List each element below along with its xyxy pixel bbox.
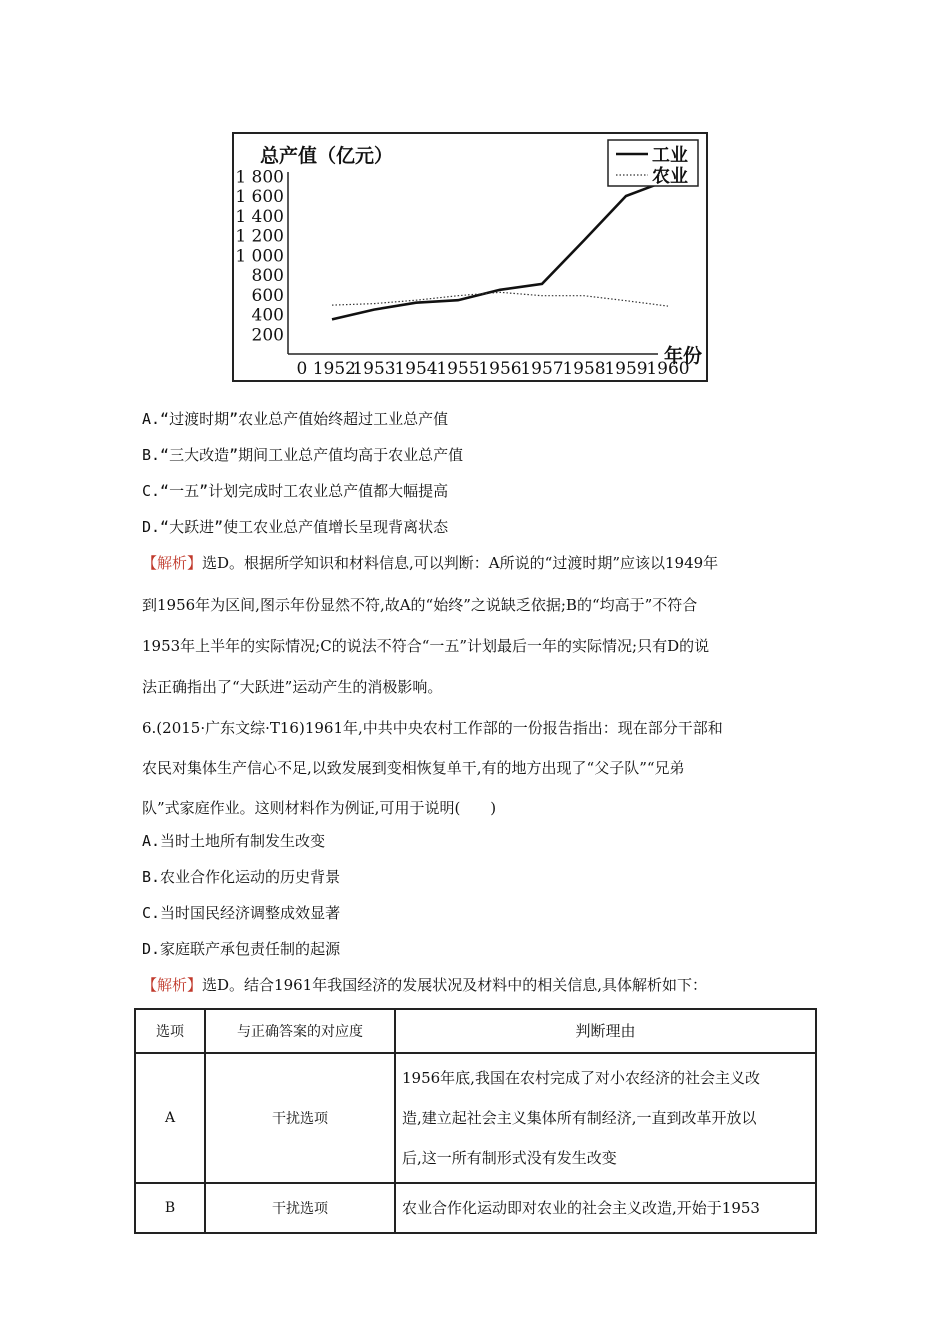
q6-stem-line-1: 6.(2015·广东文综·T16)1961年,中共中央农村工作部的一份报告指出：现在部分干部和 [142, 719, 723, 737]
x-tick-label: 1953 [352, 359, 396, 379]
q5-analysis-line-2: 到1956年为区间,图示年份显然不符,故A的“始终”之说缺乏依据;B的“均高于”不符合 [142, 596, 698, 614]
q6-option-d: D.家庭联产承包责任制的起源 [142, 940, 341, 958]
y-tick-label: 200 [251, 325, 284, 346]
y-tick-label: 600 [251, 285, 284, 306]
x-tick-label: 1958 [562, 359, 606, 379]
table-row [135, 1053, 816, 1183]
table-cell-reason: 1956年底,我国在农村完成了对小农经济的社会主义改 造,建立起社会主义集体所有制经济,一直到改革开放以 后,这一所有制形式没有发生改变 [395, 1053, 816, 1183]
x-tick-label: 1960 [646, 359, 690, 379]
y-tick-label: 1 800 [235, 167, 284, 188]
table-row [135, 1183, 816, 1233]
x-tick-label: 1957 [520, 359, 564, 379]
legend-label-agriculture: 农业 [652, 166, 688, 187]
analysis-tag: 【解析】 [142, 976, 203, 994]
x-tick-label: 1956 [478, 359, 522, 379]
q5-option-d: D.“大跃进”使工农业总产值增长呈现背离状态 [142, 518, 449, 536]
q6-option-a: A.当时土地所有制发生改变 [142, 832, 326, 850]
q6-analysis: 【解析】选D。结合1961年我国经济的发展状况及材料中的相关信息,具体解析如下： [142, 976, 707, 994]
table-header-option: 选项 [135, 1009, 205, 1053]
table-header-degree: 与正确答案的对应度 [205, 1009, 395, 1053]
y-tick-label: 1 600 [235, 187, 284, 207]
series-line-industry [332, 180, 668, 319]
q5-analysis-line-4: 法正确指出了“大跃进”运动产生的消极影响。 [142, 678, 443, 696]
y-tick-label: 1 200 [235, 226, 284, 247]
table-header-row [135, 1009, 816, 1053]
y-tick-label: 400 [251, 305, 284, 326]
chart-svg [234, 134, 706, 380]
q6-stem-line-3: 队”式家庭作业。这则材料作为例证,可用于说明( ) [142, 799, 497, 817]
chart-y-label: 总产值（亿元） [260, 145, 394, 167]
q6-option-b: B.农业合作化运动的历史背景 [142, 868, 341, 886]
table-cell-degree: 干扰选项 [205, 1053, 395, 1183]
analysis-tag: 【解析】 [142, 554, 203, 572]
analysis-table [134, 1008, 817, 1234]
y-tick-label: 800 [251, 266, 284, 286]
q5-option-c: C.“一五”计划完成时工农业总产值都大幅提高 [142, 482, 449, 500]
q5-analysis-line-1: 【解析】选D。根据所学知识和材料信息,可以判断：A所说的“过渡时期”应该以1949年 [142, 554, 719, 572]
table-header-reason: 判断理由 [395, 1009, 816, 1053]
x-tick-label: 1954 [394, 359, 438, 379]
chart-x-label: 年份 [664, 345, 703, 367]
q5-analysis-line-3: 1953年上半年的实际情况;C的说法不符合“一五”计划最后一年的实际情况;只有D的说 [142, 637, 710, 655]
x-tick-label: 0 1952 [296, 359, 356, 379]
q6-stem-line-2: 农民对集体生产信心不足,以致发展到变相恢复单干,有的地方出现了“父子队”“兄弟 [142, 759, 685, 777]
y-tick-label: 1 400 [235, 206, 284, 227]
q6-option-c: C.当时国民经济调整成效显著 [142, 904, 341, 922]
series-line-agriculture [332, 292, 668, 306]
x-tick-label: 1959 [604, 359, 648, 379]
q5-option-b: B.“三大改造”期间工业总产值均高于农业总产值 [142, 446, 464, 464]
x-tick-label: 1955 [436, 359, 480, 379]
table-cell-reason: 农业合作化运动即对农业的社会主义改造,开始于1953 [395, 1183, 816, 1233]
table-cell-degree: 干扰选项 [205, 1183, 395, 1233]
output-value-chart [232, 132, 708, 382]
q5-option-a: A.“过渡时期”农业总产值始终超过工业总产值 [142, 410, 449, 428]
table-cell-option: B [135, 1183, 205, 1233]
y-tick-label: 1 000 [235, 246, 284, 267]
table-cell-option: A [135, 1053, 205, 1183]
legend-label-industry: 工业 [652, 145, 688, 166]
